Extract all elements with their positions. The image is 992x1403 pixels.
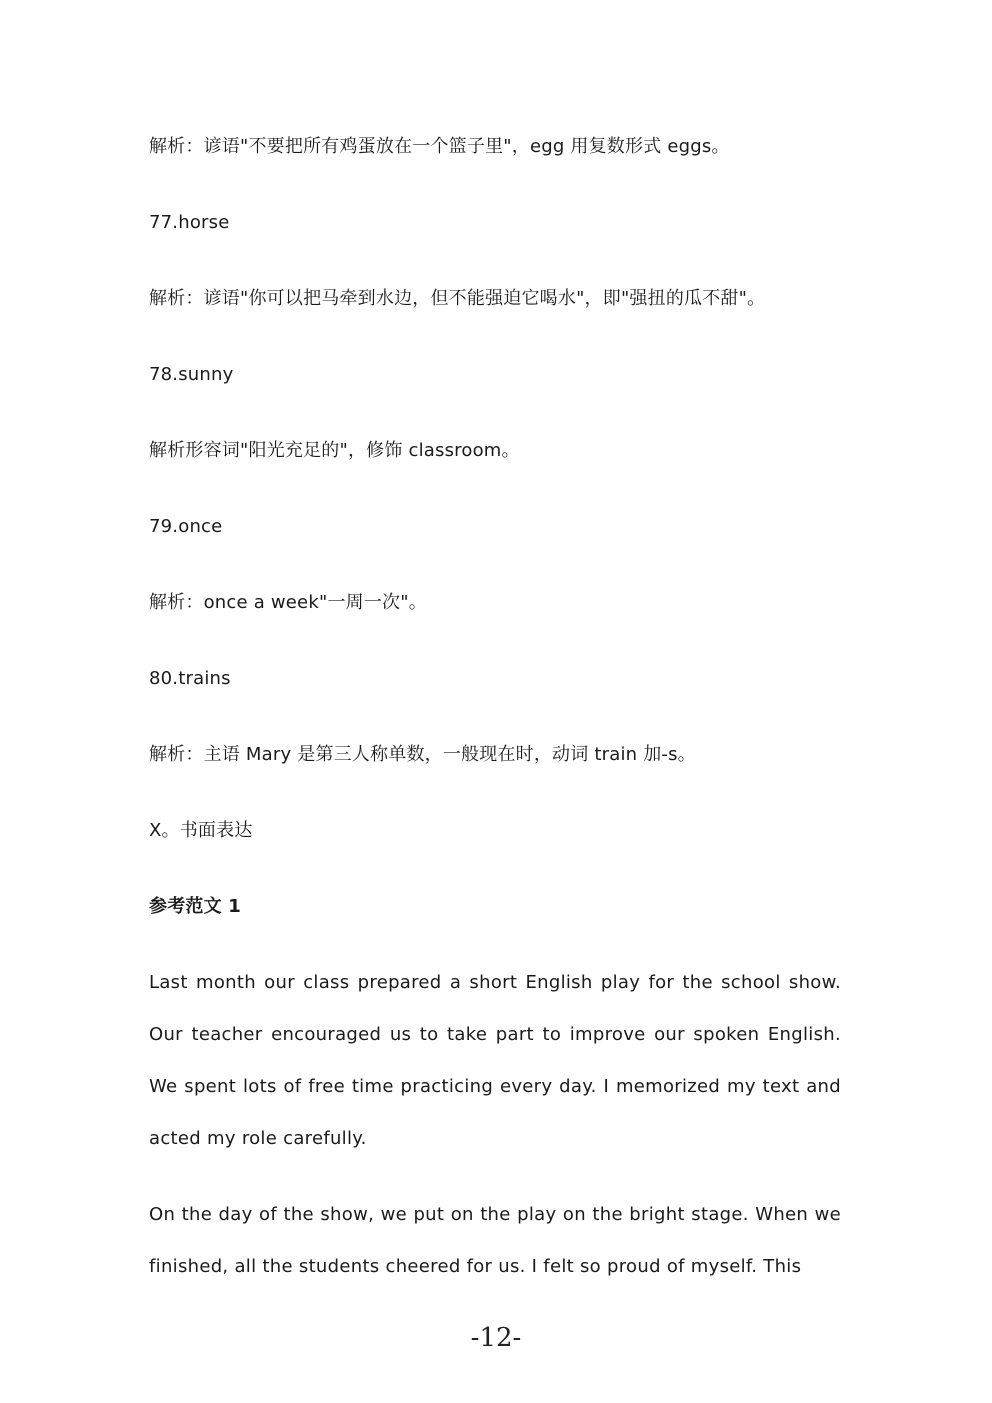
explanation-77: 解析：谚语"你可以把马牵到水边，但不能强迫它喝水"，即"强扭的瓜不甜"。 bbox=[149, 288, 766, 309]
essay-paragraph-1: Last month our class prepared a short English play for the school show. Our teacher encouraged us to take part to improve our spoken English. We spent lots of free time practicing every day. I memorized my text and acted my role carefully. bbox=[149, 972, 841, 1149]
essay-paragraph-2: On the day of the show, we put on the play on the bright stage. When we finished, all the students cheered for us. I felt so proud of myself. This bbox=[149, 1204, 841, 1277]
page-number: -12- bbox=[470, 1323, 522, 1353]
explanation-80: 解析：主语 Mary 是第三人称单数，一般现在时，动词 train 加-s。 bbox=[149, 744, 696, 765]
answer-78: 78.sunny bbox=[149, 364, 234, 385]
explanation-79: 解析：once a week"一周一次"。 bbox=[149, 592, 427, 613]
explanation-76: 解析：谚语"不要把所有鸡蛋放在一个篮子里"，egg 用复数形式 eggs。 bbox=[149, 136, 730, 157]
answer-79: 79.once bbox=[149, 516, 223, 537]
answer-80: 80.trains bbox=[149, 668, 231, 689]
essay-heading: 参考范文 1 bbox=[149, 896, 241, 917]
answer-77: 77.horse bbox=[149, 212, 230, 233]
explanation-78: 解析形容词"阳光充足的"，修饰 classroom。 bbox=[149, 440, 520, 461]
section-heading: X。书面表达 bbox=[149, 820, 253, 841]
